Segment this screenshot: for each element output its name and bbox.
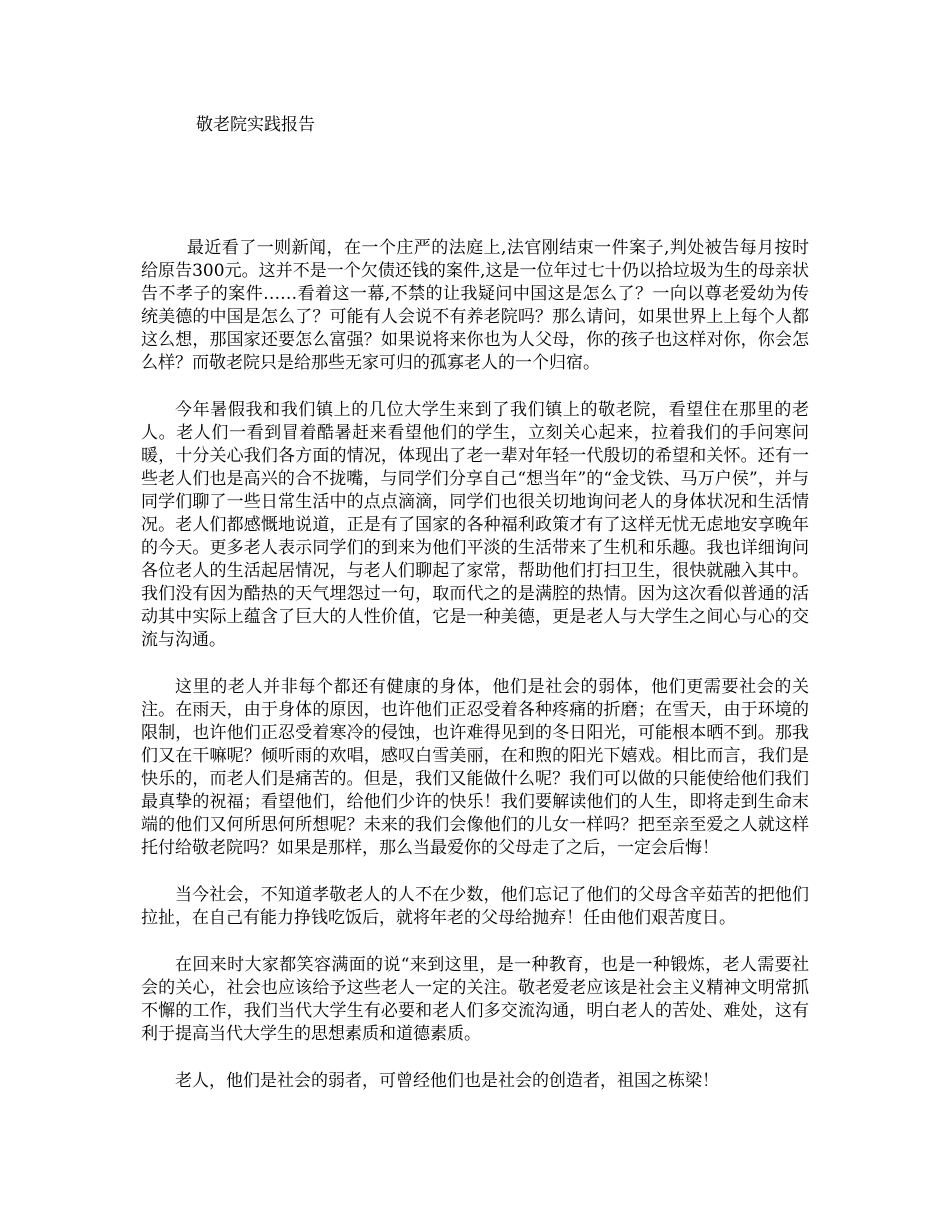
paragraph-news-story: 最近看了一则新闻，在一个庄严的法庭上,法官刚结束一件案子,判处被告每月按时给原告300元。这并不是一个欠债还钱的案件,这是一位年过七十仍以拾垃圾为生的母亲状告不孝子的案件……看着这一幕,不禁的让我疑问中国这是怎么了？一向以尊老爱幼为传统美德的中国是怎么了？可能有人会说不有养老院吗？那么请问，如果世界上上每个人都这么想，那国家还要怎么富强？如果说将来你也为人父母，你的孩子也这样对你，你会怎么样？而敬老院只是给那些无家可归的孤寡老人的一个归宿。 — [141, 238, 809, 373]
paragraph-society-neglect: 当今社会，不知道孝敬老人的人不在少数，他们忘记了他们的父母含辛茹苦的把他们拉扯，在自己有能力挣钱吃饭后，就将年老的父母给抛弃！任由他们艰苦度日。 — [141, 885, 809, 928]
document-title: 敬老院实践报告 — [196, 115, 315, 135]
paragraph-elderly-hardship: 这里的老人并非每个都还有健康的身体，他们是社会的弱体，他们更需要社会的关注。在雨天，由于身体的原因，也许他们正忍受着各种疼痛的折磨；在雪天，由于环境的限制，也许他们正忍受着寒冷的侵蚀，也许难得见到的冬日阳光，可能根本晒不到。那我们又在干嘛呢？倾听雨的欢唱，感叹白雪美丽，在和煦的阳光下嬉戏。相比而言，我们是快乐的，而老人们是痛苦的。但是，我们又能做什么呢？我们可以做的只能使给他们我们最真挚的祝福；看望他们，给他们少许的快乐！我们要解读他们的人生，即将走到生命末端的他们又何所思何所想呢？未来的我们会像他们的儿女一样吗？把至亲至爱之人就这样托付给敬老院吗？如果是那样，那么当最爱你的父母走了之后，一定会后悔！ — [141, 677, 809, 858]
paragraph-conclusion: 老人，他们是社会的弱者，可曾经他们也是社会的创造者，祖国之栋梁！ — [175, 1071, 719, 1091]
paragraph-summer-visit: 今年暑假我和我们镇上的几位大学生来到了我们镇上的敬老院，看望住在那里的老人。老人们一看到冒着酷暑赶来看望他们的学生，立刻关心起来，拉着我们的手问寒问暖，十分关心我们各方面的情况，体现出了老一辈对年轻一代殷切的希望和关怀。还有一些老人们也是高兴的合不拢嘴，与同学们分享自己“想当年”的“金戈铁、马万户侯”，并与同学们聊了一些日常生活中的点点滴滴，同学们也很关切地询问老人的身体状况和生活情况。老人们都感慨地说道，正是有了国家的各种福利政策才有了这样无忧无虑地安享晚年的今天。更多老人表示同学们的到来为他们平淡的生活带来了生机和乐趣。我也详细询问各位老人的生活起居情况，与老人们聊起了家常，帮助他们打扫卫生，很快就融入其中。我们没有因为酷热的天气埋怨过一句，取而代之的是满腔的热情。因为这次看似普通的活动其中实际上蕴含了巨大的人性价值，它是一种美德，更是老人与大学生之间心与心的交流与沟通。 — [141, 400, 809, 650]
document-body — [141, 237, 809, 1117]
paragraph-reflection: 在回来时大家都笑容满面的说“来到这里，是一种教育，也是一种锻炼，老人需要社会的关心，社会也应该给予这些老人一定的关注。敬老爱老应该是社会主义精神文明常抓不懈的工作，我们当代大学生有必要和老人们多交流沟通，明白老人的苦处、难处，这有利于提高当代大学生的思想素质和道德素质。 — [141, 955, 809, 1044]
